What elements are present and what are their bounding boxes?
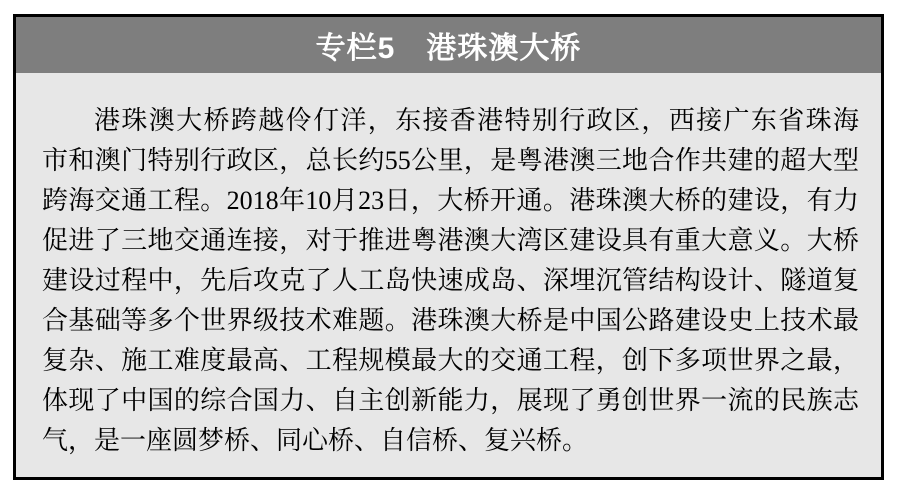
body-text-line: 合基础等多个世界级技术难题。港珠澳大桥是中国公路建设史上技术最 [42,306,859,335]
column-title: 专栏5 港珠澳大桥 [315,32,582,65]
body-text-line: 市和澳门特别行政区，总长约55公里，是粤港澳三地合作共建的超大型 [42,146,859,175]
body-text-line: 港珠澳大桥跨越伶仃洋，东接香港特别行政区，西接广东省珠海 [94,106,859,135]
column-box [13,14,884,480]
body-text-line: 体现了中国的综合国力、自主创新能力，展现了勇创世界一流的民族志 [42,386,859,415]
column-header-bar [16,17,881,73]
body-text-line: 复杂、施工难度最高、工程规模最大的交通工程，创下多项世界之最， [42,346,859,375]
body-text-line: 气，是一座圆梦桥、同心桥、自信桥、复兴桥。 [42,426,589,455]
body-text-line: 促进了三地交通连接，对于推进粤港澳大湾区建设具有重大意义。大桥 [42,226,859,255]
body-text-line: 建设过程中，先后攻克了人工岛快速成岛、深埋沉管结构设计、隧道复 [42,266,859,295]
column-body [16,73,881,477]
body-text-line: 跨海交通工程。2018年10月23日，大桥开通。港珠澳大桥的建设，有力 [42,186,859,215]
